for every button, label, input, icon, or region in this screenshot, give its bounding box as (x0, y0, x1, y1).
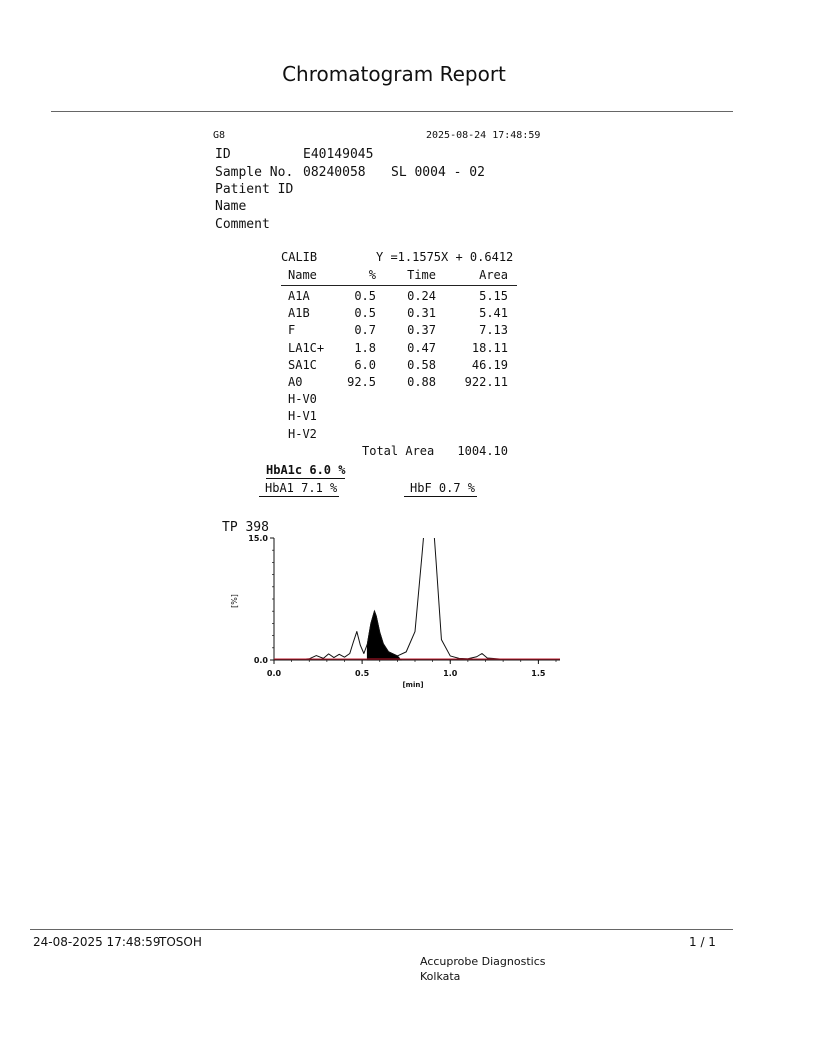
col-header-area: Area (479, 268, 508, 282)
instrument-label: G8 (213, 130, 226, 141)
row-percent: 0.5 (354, 289, 376, 303)
row-area: 18.11 (471, 341, 508, 355)
row-time: 0.24 (407, 289, 436, 303)
footer-page: 1 / 1 (689, 935, 716, 949)
row-time: 0.88 (407, 375, 436, 389)
row-name: H-V2 (288, 427, 317, 441)
chart-title: TP 398 (222, 520, 269, 535)
footer-lab-name: Accuprobe Diagnostics (420, 955, 546, 968)
row-percent: 92.5 (347, 375, 376, 389)
x-tick-label: 1.0 (443, 669, 458, 678)
row-name: A1A (288, 289, 310, 303)
row-percent: 1.8 (354, 341, 376, 355)
comment-label: Comment (215, 217, 270, 232)
chromatogram-trace (274, 512, 530, 660)
y-axis-label: [%] (230, 594, 239, 608)
title-divider (51, 111, 733, 112)
y-tick-label: 0.0 (253, 656, 268, 665)
sample-label: Sample No. (215, 165, 294, 180)
row-area: 922.11 (464, 375, 508, 389)
row-name: LA1C+ (288, 341, 325, 355)
row-percent: 6.0 (354, 358, 376, 372)
report-title: Chromatogram Report (282, 62, 506, 86)
sample-value: 08240058 (303, 165, 366, 180)
row-area: 46.19 (471, 358, 508, 372)
x-tick-label: 0.0 (266, 669, 282, 678)
row-time: 0.37 (407, 323, 436, 337)
row-name: SA1C (288, 358, 317, 372)
row-percent: 0.7 (354, 323, 376, 337)
total-area-value: 1004.10 (457, 444, 508, 458)
col-header-percent: % (368, 268, 376, 282)
calib-equation: Y =1.1575X + 0.6412 (376, 250, 514, 264)
x-tick-label: 1.5 (531, 669, 546, 678)
x-axis-label: [min] (402, 681, 424, 689)
row-time: 0.31 (407, 306, 436, 320)
report-datetime: 2025-08-24 17:48:59 (426, 130, 541, 141)
name-label: Name (215, 199, 247, 214)
hbf-result: HbF 0.7 % (404, 481, 477, 497)
row-name: A0 (288, 375, 303, 389)
row-name: A1B (288, 306, 310, 320)
footer-vendor: TOSOH (159, 935, 202, 949)
col-header-name: Name (288, 268, 317, 282)
footer-printed: 24-08-2025 17:48:59 (33, 935, 161, 949)
row-area: 7.13 (479, 323, 508, 337)
total-area-label: Total Area (362, 444, 435, 458)
calib-label: CALIB (281, 250, 318, 264)
row-area: 5.15 (479, 289, 508, 303)
row-time: 0.47 (407, 341, 436, 355)
id-label: ID (215, 147, 231, 162)
y-tick-label: 15.0 (248, 534, 268, 543)
col-header-time: Time (407, 268, 436, 282)
chromatogram-chart (215, 512, 575, 694)
hba1c-result: HbA1c 6.0 % (266, 463, 346, 477)
row-area: 5.41 (479, 306, 508, 320)
hba1-result: HbA1 7.1 % (259, 481, 339, 497)
id-value: E40149045 (303, 147, 374, 162)
table-header-rule (281, 285, 517, 286)
row-name: F (288, 323, 296, 337)
row-name: H-V1 (288, 409, 317, 423)
row-time: 0.58 (407, 358, 436, 372)
x-tick-label: 0.5 (355, 669, 370, 678)
row-percent: 0.5 (354, 306, 376, 320)
footer-lab-city: Kolkata (420, 970, 461, 983)
footer-divider (30, 929, 733, 930)
patient-id-label: Patient ID (215, 182, 294, 197)
row-name: H-V0 (288, 392, 317, 406)
slot-value: SL 0004 - 02 (391, 165, 485, 180)
